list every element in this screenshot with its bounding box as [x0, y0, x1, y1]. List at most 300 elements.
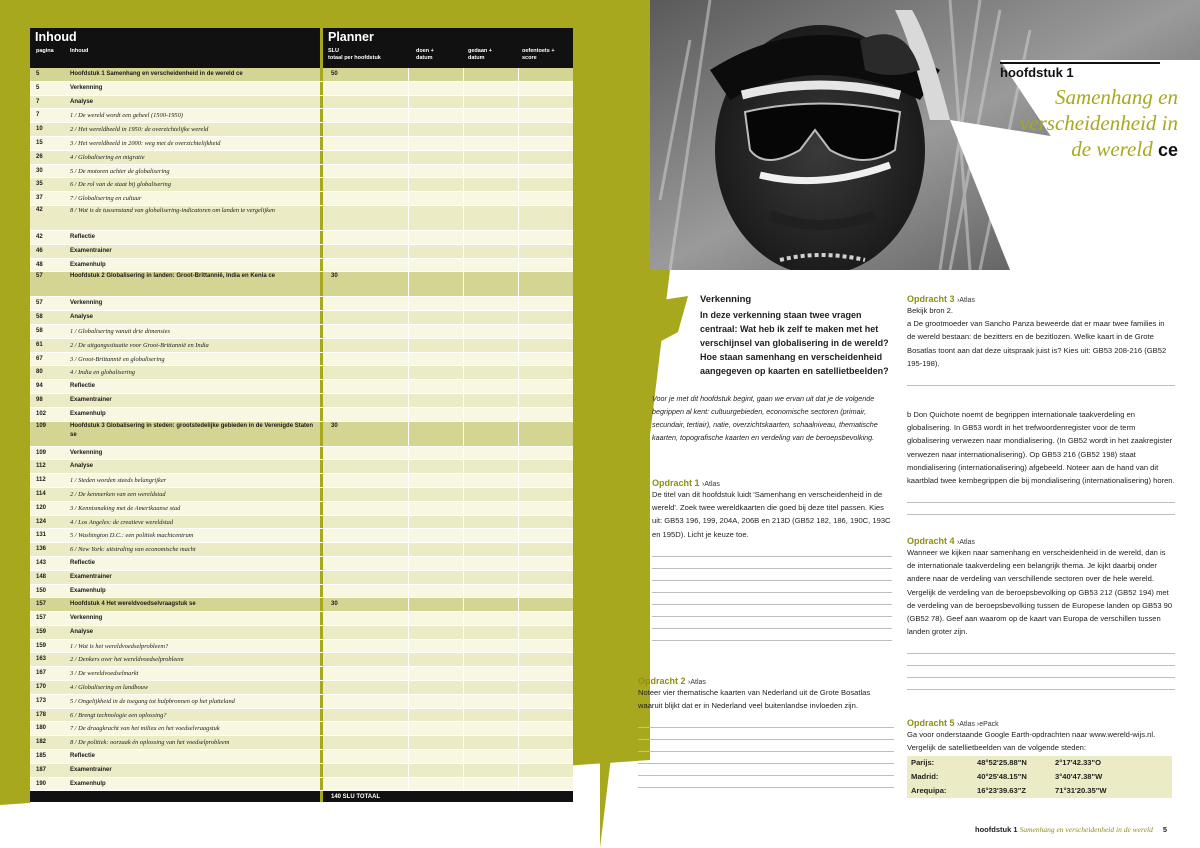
- row-oefentoets-cell[interactable]: [518, 460, 573, 473]
- row-gedaan-cell[interactable]: [463, 516, 518, 529]
- row-description: Examentrainer: [70, 247, 112, 254]
- table-row: [30, 96, 573, 110]
- row-gedaan-cell[interactable]: [463, 380, 518, 393]
- opdracht-1-answer-lines[interactable]: [652, 545, 892, 641]
- row-oefentoets-cell[interactable]: [518, 557, 573, 570]
- row-description: Analyse: [70, 98, 94, 105]
- row-gedaan-cell[interactable]: [463, 653, 518, 666]
- row-oefentoets-cell[interactable]: [518, 353, 573, 366]
- opdracht-3b-answer-lines[interactable]: [907, 491, 1175, 515]
- opdracht-5-heading: [907, 718, 1175, 728]
- opdracht-2: [638, 676, 894, 788]
- row-gedaan-cell[interactable]: [463, 612, 518, 625]
- row-oefentoets-cell[interactable]: [518, 272, 573, 296]
- row-slu: 50: [320, 68, 408, 81]
- row-doen-cell[interactable]: [408, 460, 463, 473]
- row-gedaan-cell[interactable]: [463, 206, 518, 230]
- row-gedaan-cell[interactable]: [463, 667, 518, 680]
- row-doen-cell[interactable]: [408, 750, 463, 763]
- table-row: [30, 681, 573, 695]
- opdracht-3a-answer-lines[interactable]: [907, 374, 1175, 386]
- row-description: Hoofdstuk 2 Globalisering in landen: Groot-Brittannië, India en Kenia ce: [70, 273, 276, 280]
- city-latitude: 16°23'39.63"Z: [977, 786, 1026, 796]
- table-row: [30, 447, 573, 461]
- row-gedaan-cell[interactable]: [463, 422, 518, 446]
- row-gedaan-cell[interactable]: [463, 640, 518, 653]
- row-gedaan-cell[interactable]: [463, 502, 518, 515]
- chapter-title-text: Samenhang en verscheidenheid in de wereld: [1019, 85, 1178, 161]
- row-slu: [320, 206, 408, 230]
- table-row: [30, 325, 573, 339]
- row-slu: [320, 612, 408, 625]
- row-oefentoets-cell[interactable]: [518, 123, 573, 136]
- opdracht-4-tag-label: Atlas: [959, 539, 975, 546]
- row-gedaan-cell[interactable]: [463, 408, 518, 421]
- row-oefentoets-cell[interactable]: [518, 612, 573, 625]
- row-oefentoets-cell[interactable]: [518, 598, 573, 611]
- row-page: 185: [36, 753, 47, 760]
- row-doen-cell[interactable]: [408, 380, 463, 393]
- row-doen-cell[interactable]: [408, 764, 463, 777]
- row-gedaan-cell[interactable]: [463, 447, 518, 460]
- row-gedaan-cell[interactable]: [463, 245, 518, 258]
- row-slu: [320, 165, 408, 178]
- row-description: Examentrainer: [70, 396, 112, 403]
- header-divider: [320, 28, 323, 68]
- table-row: [30, 502, 573, 516]
- row-doen-cell[interactable]: [408, 272, 463, 296]
- row-slu: [320, 297, 408, 310]
- row-oefentoets-cell[interactable]: [518, 178, 573, 191]
- row-gedaan-cell[interactable]: [463, 123, 518, 136]
- row-slu: [320, 447, 408, 460]
- row-slu: [320, 460, 408, 473]
- row-description: 6 / De rol van de staat bij globalisering: [70, 181, 171, 189]
- row-gedaan-cell[interactable]: [463, 311, 518, 324]
- row-oefentoets-cell[interactable]: [518, 626, 573, 639]
- row-doen-cell[interactable]: [408, 311, 463, 324]
- row-oefentoets-cell[interactable]: [518, 192, 573, 205]
- opdracht-3-tag-label: Atlas: [959, 297, 975, 304]
- row-gedaan-cell[interactable]: [463, 109, 518, 122]
- row-page: 61: [36, 341, 43, 348]
- row-description: Examenhulp: [70, 261, 106, 268]
- row-slu: 30: [320, 422, 408, 446]
- opdracht-4-text: Wanneer we kijken naar samenhang en verscheidenheid in de wereld, dan is de internationale taakverdeling een belangrijk thema. Je kijkt daarbij onder andere naar de verdeling van verschillende sectoren over de hele wereld. Vergelijk de verdeling van de beroepsbevolking op GB53 212 (GB52 194) met de verdeling van de beroepsbevolking tussen de Europese landen op GB53 90 (GB52 78). Geef aan waarom op de kaart van Europa de verschillen tussen landen groter zijn.: [907, 548, 1173, 637]
- row-doen-cell[interactable]: [408, 488, 463, 501]
- row-page: 163: [36, 656, 47, 663]
- row-doen-cell[interactable]: [408, 82, 463, 95]
- inhoud-heading: Inhoud: [35, 30, 77, 44]
- row-gedaan-cell[interactable]: [463, 68, 518, 81]
- opdracht-1-heading: [652, 478, 892, 488]
- row-oefentoets-cell[interactable]: [518, 474, 573, 487]
- row-gedaan-cell[interactable]: [463, 598, 518, 611]
- row-description: Verkenning: [70, 449, 103, 456]
- row-description: Verkenning: [70, 615, 103, 622]
- row-page: 124: [36, 518, 47, 525]
- verkenning-question: In deze verkenning staan twee vragen centraal: Wat heb ik zelf te maken met het verschijnsel van globalisering in de wereld? Hoe staan samenhang en verscheidenheid aangegeven op kaarten en satellietbeelden?: [700, 310, 889, 376]
- row-gedaan-cell[interactable]: [463, 96, 518, 109]
- row-description: 1 / Wat is het wereldvoedselprobleem?: [70, 642, 169, 650]
- table-row: [30, 394, 573, 408]
- table-row: [30, 137, 573, 151]
- col-oefentoets-header: oefentoets + score: [522, 48, 555, 61]
- row-oefentoets-cell[interactable]: [518, 653, 573, 666]
- row-gedaan-cell[interactable]: [463, 353, 518, 366]
- row-doen-cell[interactable]: [408, 353, 463, 366]
- row-page: 150: [36, 587, 47, 594]
- row-doen-cell[interactable]: [408, 297, 463, 310]
- row-page: 80: [36, 369, 43, 376]
- row-oefentoets-cell[interactable]: [518, 722, 573, 735]
- chapter-title-suffix: ce: [1157, 140, 1178, 160]
- opdracht-2-title: Opdracht 2: [638, 676, 686, 686]
- row-page: 57: [36, 300, 43, 307]
- table-row: [30, 557, 573, 571]
- row-page: 67: [36, 355, 43, 362]
- row-page: 173: [36, 697, 47, 704]
- opdracht-4-heading: [907, 536, 1175, 546]
- row-oefentoets-cell[interactable]: [518, 394, 573, 407]
- row-page: 159: [36, 628, 47, 635]
- row-description: Reflectie: [70, 233, 96, 240]
- row-gedaan-cell[interactable]: [463, 178, 518, 191]
- row-page: 58: [36, 314, 43, 321]
- row-slu: [320, 488, 408, 501]
- row-oefentoets-cell[interactable]: [518, 709, 573, 722]
- table-row: [30, 82, 573, 96]
- row-gedaan-cell[interactable]: [463, 681, 518, 694]
- table-row: [30, 366, 573, 380]
- row-oefentoets-cell[interactable]: [518, 543, 573, 556]
- row-doen-cell[interactable]: [408, 408, 463, 421]
- row-doen-cell[interactable]: [408, 653, 463, 666]
- row-description: 4 / Globalisering en migratie: [70, 153, 145, 161]
- row-doen-cell[interactable]: [408, 722, 463, 735]
- row-description: 2 / Denkers over het wereldvoedselprobleem: [70, 656, 184, 664]
- city-longitude: 2°17'42.33"O: [1055, 758, 1102, 768]
- row-gedaan-cell[interactable]: [463, 366, 518, 379]
- row-description: 7 / De draagkracht van het milieu en het voedselvraagstuk: [70, 725, 220, 733]
- row-doen-cell[interactable]: [408, 206, 463, 230]
- table-body: [30, 68, 573, 803]
- row-description: 5 / Ongelijkheid in de toegang tot hulpbronnen op het platteland: [70, 697, 235, 705]
- city-row: [907, 770, 1172, 784]
- row-oefentoets-cell[interactable]: [518, 151, 573, 164]
- row-gedaan-cell[interactable]: [463, 82, 518, 95]
- row-page: 136: [36, 546, 47, 553]
- row-slu: [320, 571, 408, 584]
- row-page: 109: [36, 422, 47, 429]
- row-oefentoets-cell[interactable]: [518, 640, 573, 653]
- row-page: 5: [36, 71, 40, 77]
- table-row: [30, 722, 573, 736]
- row-oefentoets-cell[interactable]: [518, 488, 573, 501]
- row-oefentoets-cell[interactable]: [518, 68, 573, 81]
- opdracht-1-title: Opdracht 1: [652, 478, 700, 488]
- row-doen-cell[interactable]: [408, 681, 463, 694]
- opdracht-2-answer-lines[interactable]: [638, 716, 894, 788]
- row-doen-cell[interactable]: [408, 137, 463, 150]
- row-gedaan-cell[interactable]: [463, 151, 518, 164]
- row-gedaan-cell[interactable]: [463, 750, 518, 763]
- row-description: Examenhulp: [70, 587, 106, 594]
- row-oefentoets-cell[interactable]: [518, 408, 573, 421]
- row-oefentoets-cell[interactable]: [518, 778, 573, 791]
- row-doen-cell[interactable]: [408, 192, 463, 205]
- row-oefentoets-cell[interactable]: [518, 109, 573, 122]
- row-page: 157: [36, 601, 47, 608]
- row-doen-cell[interactable]: [408, 502, 463, 515]
- city-coordinates-table: [907, 756, 1172, 798]
- row-doen-cell[interactable]: [408, 516, 463, 529]
- row-slu: [320, 123, 408, 136]
- chapter-label: hoofdstuk 1: [1000, 62, 1160, 80]
- row-gedaan-cell[interactable]: [463, 488, 518, 501]
- table-row: [30, 297, 573, 311]
- row-oefentoets-cell[interactable]: [518, 736, 573, 749]
- row-slu: [320, 231, 408, 244]
- table-row: [30, 206, 573, 231]
- row-gedaan-cell[interactable]: [463, 297, 518, 310]
- table-row: [30, 109, 573, 123]
- row-page: 131: [36, 532, 47, 539]
- row-doen-cell[interactable]: [408, 557, 463, 570]
- row-description: 7 / Globalisering en cultuur: [70, 195, 142, 203]
- row-oefentoets-cell[interactable]: [518, 750, 573, 763]
- col-slu-header: SLU totaal per hoofdstuk: [328, 48, 381, 61]
- row-page: 42: [36, 206, 43, 213]
- row-description: Examentrainer: [70, 766, 112, 773]
- row-oefentoets-cell[interactable]: [518, 339, 573, 352]
- row-oefentoets-cell[interactable]: [518, 311, 573, 324]
- row-doen-cell[interactable]: [408, 529, 463, 542]
- table-row: [30, 353, 573, 367]
- row-oefentoets-cell[interactable]: [518, 571, 573, 584]
- row-gedaan-cell[interactable]: [463, 325, 518, 338]
- row-slu: [320, 543, 408, 556]
- row-oefentoets-cell[interactable]: [518, 529, 573, 542]
- row-slu: 30: [320, 272, 408, 296]
- row-gedaan-cell[interactable]: [463, 259, 518, 272]
- table-row: [30, 626, 573, 640]
- row-oefentoets-cell[interactable]: [518, 297, 573, 310]
- city-row: [907, 784, 1172, 798]
- table-row: [30, 165, 573, 179]
- opdracht-5-text: Ga voor onderstaande Google Earth-opdrachten naar www.wereld-wijs.nl. Vergelijk de satellietbeelden van de volgende steden:: [907, 730, 1156, 753]
- row-gedaan-cell[interactable]: [463, 165, 518, 178]
- row-doen-cell[interactable]: [408, 640, 463, 653]
- row-doen-cell[interactable]: [408, 394, 463, 407]
- opdracht-3-title: Opdracht 3: [907, 294, 955, 304]
- row-oefentoets-cell[interactable]: [518, 325, 573, 338]
- table-row: [30, 474, 573, 488]
- opdracht-2-text: Noteer vier thematische kaarten van Nederland uit de Grote Bosatlas waaruit blijkt dat er in Nederland veel buitenlandse invloeden zijn.: [638, 688, 871, 711]
- contents-planner-table: [30, 28, 573, 810]
- row-doen-cell[interactable]: [408, 447, 463, 460]
- row-oefentoets-cell[interactable]: [518, 96, 573, 109]
- row-slu: [320, 366, 408, 379]
- row-description: 4 / Globalisering en landbouw: [70, 684, 149, 692]
- row-page: 98: [36, 396, 43, 403]
- row-gedaan-cell[interactable]: [463, 778, 518, 791]
- row-description: Verkenning: [70, 84, 103, 91]
- row-gedaan-cell[interactable]: [463, 460, 518, 473]
- row-doen-cell[interactable]: [408, 178, 463, 191]
- row-gedaan-cell[interactable]: [463, 736, 518, 749]
- table-row: [30, 529, 573, 543]
- row-gedaan-cell[interactable]: [463, 192, 518, 205]
- row-oefentoets-cell[interactable]: [518, 137, 573, 150]
- row-oefentoets-cell[interactable]: [518, 259, 573, 272]
- row-doen-cell[interactable]: [408, 626, 463, 639]
- row-gedaan-cell[interactable]: [463, 394, 518, 407]
- row-page: 46: [36, 247, 43, 254]
- row-slu: [320, 408, 408, 421]
- row-gedaan-cell[interactable]: [463, 339, 518, 352]
- row-oefentoets-cell[interactable]: [518, 447, 573, 460]
- row-slu: [320, 82, 408, 95]
- row-doen-cell[interactable]: [408, 598, 463, 611]
- table-row: [30, 764, 573, 778]
- row-doen-cell[interactable]: [408, 68, 463, 81]
- row-doen-cell[interactable]: [408, 259, 463, 272]
- footer-label: hoofdstuk 1: [975, 825, 1018, 834]
- row-oefentoets-cell[interactable]: [518, 502, 573, 515]
- row-slu: [320, 311, 408, 324]
- chapter-title: [998, 84, 1178, 163]
- row-doen-cell[interactable]: [408, 695, 463, 708]
- row-doen-cell[interactable]: [408, 585, 463, 598]
- row-description: 1 / Globalisering vanuit drie dimensies: [70, 327, 170, 335]
- row-doen-cell[interactable]: [408, 571, 463, 584]
- row-oefentoets-cell[interactable]: [518, 165, 573, 178]
- col-inhoud-header: Inhoud: [70, 48, 89, 54]
- row-page: 167: [36, 670, 47, 677]
- row-page: 37: [36, 195, 43, 202]
- row-doen-cell[interactable]: [408, 667, 463, 680]
- row-page: 94: [36, 383, 43, 390]
- row-doen-cell[interactable]: [408, 339, 463, 352]
- row-gedaan-cell[interactable]: [463, 695, 518, 708]
- row-oefentoets-cell[interactable]: [518, 82, 573, 95]
- row-description: 8 / De politiek: oorzaak én oplossing van het voedselprobleem: [70, 739, 230, 747]
- row-page: 10: [36, 126, 43, 133]
- row-oefentoets-cell[interactable]: [518, 231, 573, 244]
- row-gedaan-cell[interactable]: [463, 543, 518, 556]
- row-gedaan-cell[interactable]: [463, 231, 518, 244]
- row-doen-cell[interactable]: [408, 245, 463, 258]
- table-row: [30, 571, 573, 585]
- opdracht-4-answer-lines[interactable]: [907, 642, 1175, 690]
- row-gedaan-cell[interactable]: [463, 709, 518, 722]
- opdracht-5-tag-label: Atlas: [959, 721, 975, 728]
- row-slu: [320, 722, 408, 735]
- row-oefentoets-cell[interactable]: [518, 667, 573, 680]
- row-gedaan-cell[interactable]: [463, 474, 518, 487]
- row-description: Reflectie: [70, 383, 96, 390]
- row-page: 170: [36, 684, 47, 691]
- row-page: 5: [36, 84, 40, 91]
- row-doen-cell[interactable]: [408, 422, 463, 446]
- row-doen-cell[interactable]: [408, 778, 463, 791]
- row-doen-cell[interactable]: [408, 366, 463, 379]
- row-doen-cell[interactable]: [408, 96, 463, 109]
- city-longitude: 71°31'20.35"W: [1055, 786, 1107, 796]
- table-row: [30, 151, 573, 165]
- row-doen-cell[interactable]: [408, 709, 463, 722]
- row-page: 30: [36, 167, 43, 174]
- row-doen-cell[interactable]: [408, 109, 463, 122]
- row-gedaan-cell[interactable]: [463, 626, 518, 639]
- row-slu: [320, 764, 408, 777]
- table-row: [30, 380, 573, 394]
- table-row: [30, 695, 573, 709]
- table-row: [30, 653, 573, 667]
- opdracht-3-text-a: Bekijk bron 2. a De grootmoeder van Sancho Panza beweerde dat er maar twee families in de wereld bestaan: de bezitters en de bezitlozen. Welke kaart in de Grote Bosatlas toont aan dat deze uitspraak juist is? Kies uit: GB53 208-216 (GB52 195-198).: [907, 306, 1167, 368]
- row-doen-cell[interactable]: [408, 474, 463, 487]
- row-doen-cell[interactable]: [408, 165, 463, 178]
- row-description: Analyse: [70, 314, 94, 321]
- row-doen-cell[interactable]: [408, 123, 463, 136]
- row-slu: 30: [320, 598, 408, 611]
- row-page: 182: [36, 739, 47, 746]
- city-longitude: 3°40'47.38"W: [1055, 772, 1103, 782]
- row-oefentoets-cell[interactable]: [518, 695, 573, 708]
- row-oefentoets-cell[interactable]: [518, 366, 573, 379]
- table-row: [30, 736, 573, 750]
- row-oefentoets-cell[interactable]: [518, 585, 573, 598]
- row-page: 42: [36, 233, 43, 240]
- row-gedaan-cell[interactable]: [463, 571, 518, 584]
- row-gedaan-cell[interactable]: [463, 272, 518, 296]
- row-gedaan-cell[interactable]: [463, 764, 518, 777]
- row-doen-cell[interactable]: [408, 151, 463, 164]
- opdracht-5-title: Opdracht 5: [907, 718, 955, 728]
- row-page: 157: [36, 615, 47, 622]
- row-doen-cell[interactable]: [408, 325, 463, 338]
- row-doen-cell[interactable]: [408, 612, 463, 625]
- table-row: [30, 339, 573, 353]
- row-oefentoets-cell[interactable]: [518, 380, 573, 393]
- row-gedaan-cell[interactable]: [463, 137, 518, 150]
- row-oefentoets-cell[interactable]: [518, 516, 573, 529]
- row-page: 178: [36, 711, 47, 718]
- row-doen-cell[interactable]: [408, 543, 463, 556]
- row-oefentoets-cell[interactable]: [518, 422, 573, 446]
- row-page: 190: [36, 780, 47, 787]
- row-oefentoets-cell[interactable]: [518, 681, 573, 694]
- page-number: 5: [1162, 825, 1168, 834]
- row-oefentoets-cell[interactable]: [518, 206, 573, 230]
- opdracht-2-tag-label: Atlas: [690, 679, 706, 686]
- row-slu: [320, 192, 408, 205]
- row-description: Hoofdstuk 1 Samenhang en verscheidenheid in de wereld ce: [70, 71, 243, 77]
- row-doen-cell[interactable]: [408, 231, 463, 244]
- row-gedaan-cell[interactable]: [463, 722, 518, 735]
- row-gedaan-cell[interactable]: [463, 529, 518, 542]
- row-doen-cell[interactable]: [408, 736, 463, 749]
- row-oefentoets-cell[interactable]: [518, 245, 573, 258]
- row-slu: [320, 178, 408, 191]
- row-slu: [320, 695, 408, 708]
- page-footer: [975, 825, 1167, 834]
- row-gedaan-cell[interactable]: [463, 557, 518, 570]
- row-gedaan-cell[interactable]: [463, 585, 518, 598]
- row-oefentoets-cell[interactable]: [518, 764, 573, 777]
- verkenning-title: Verkenning: [700, 294, 752, 305]
